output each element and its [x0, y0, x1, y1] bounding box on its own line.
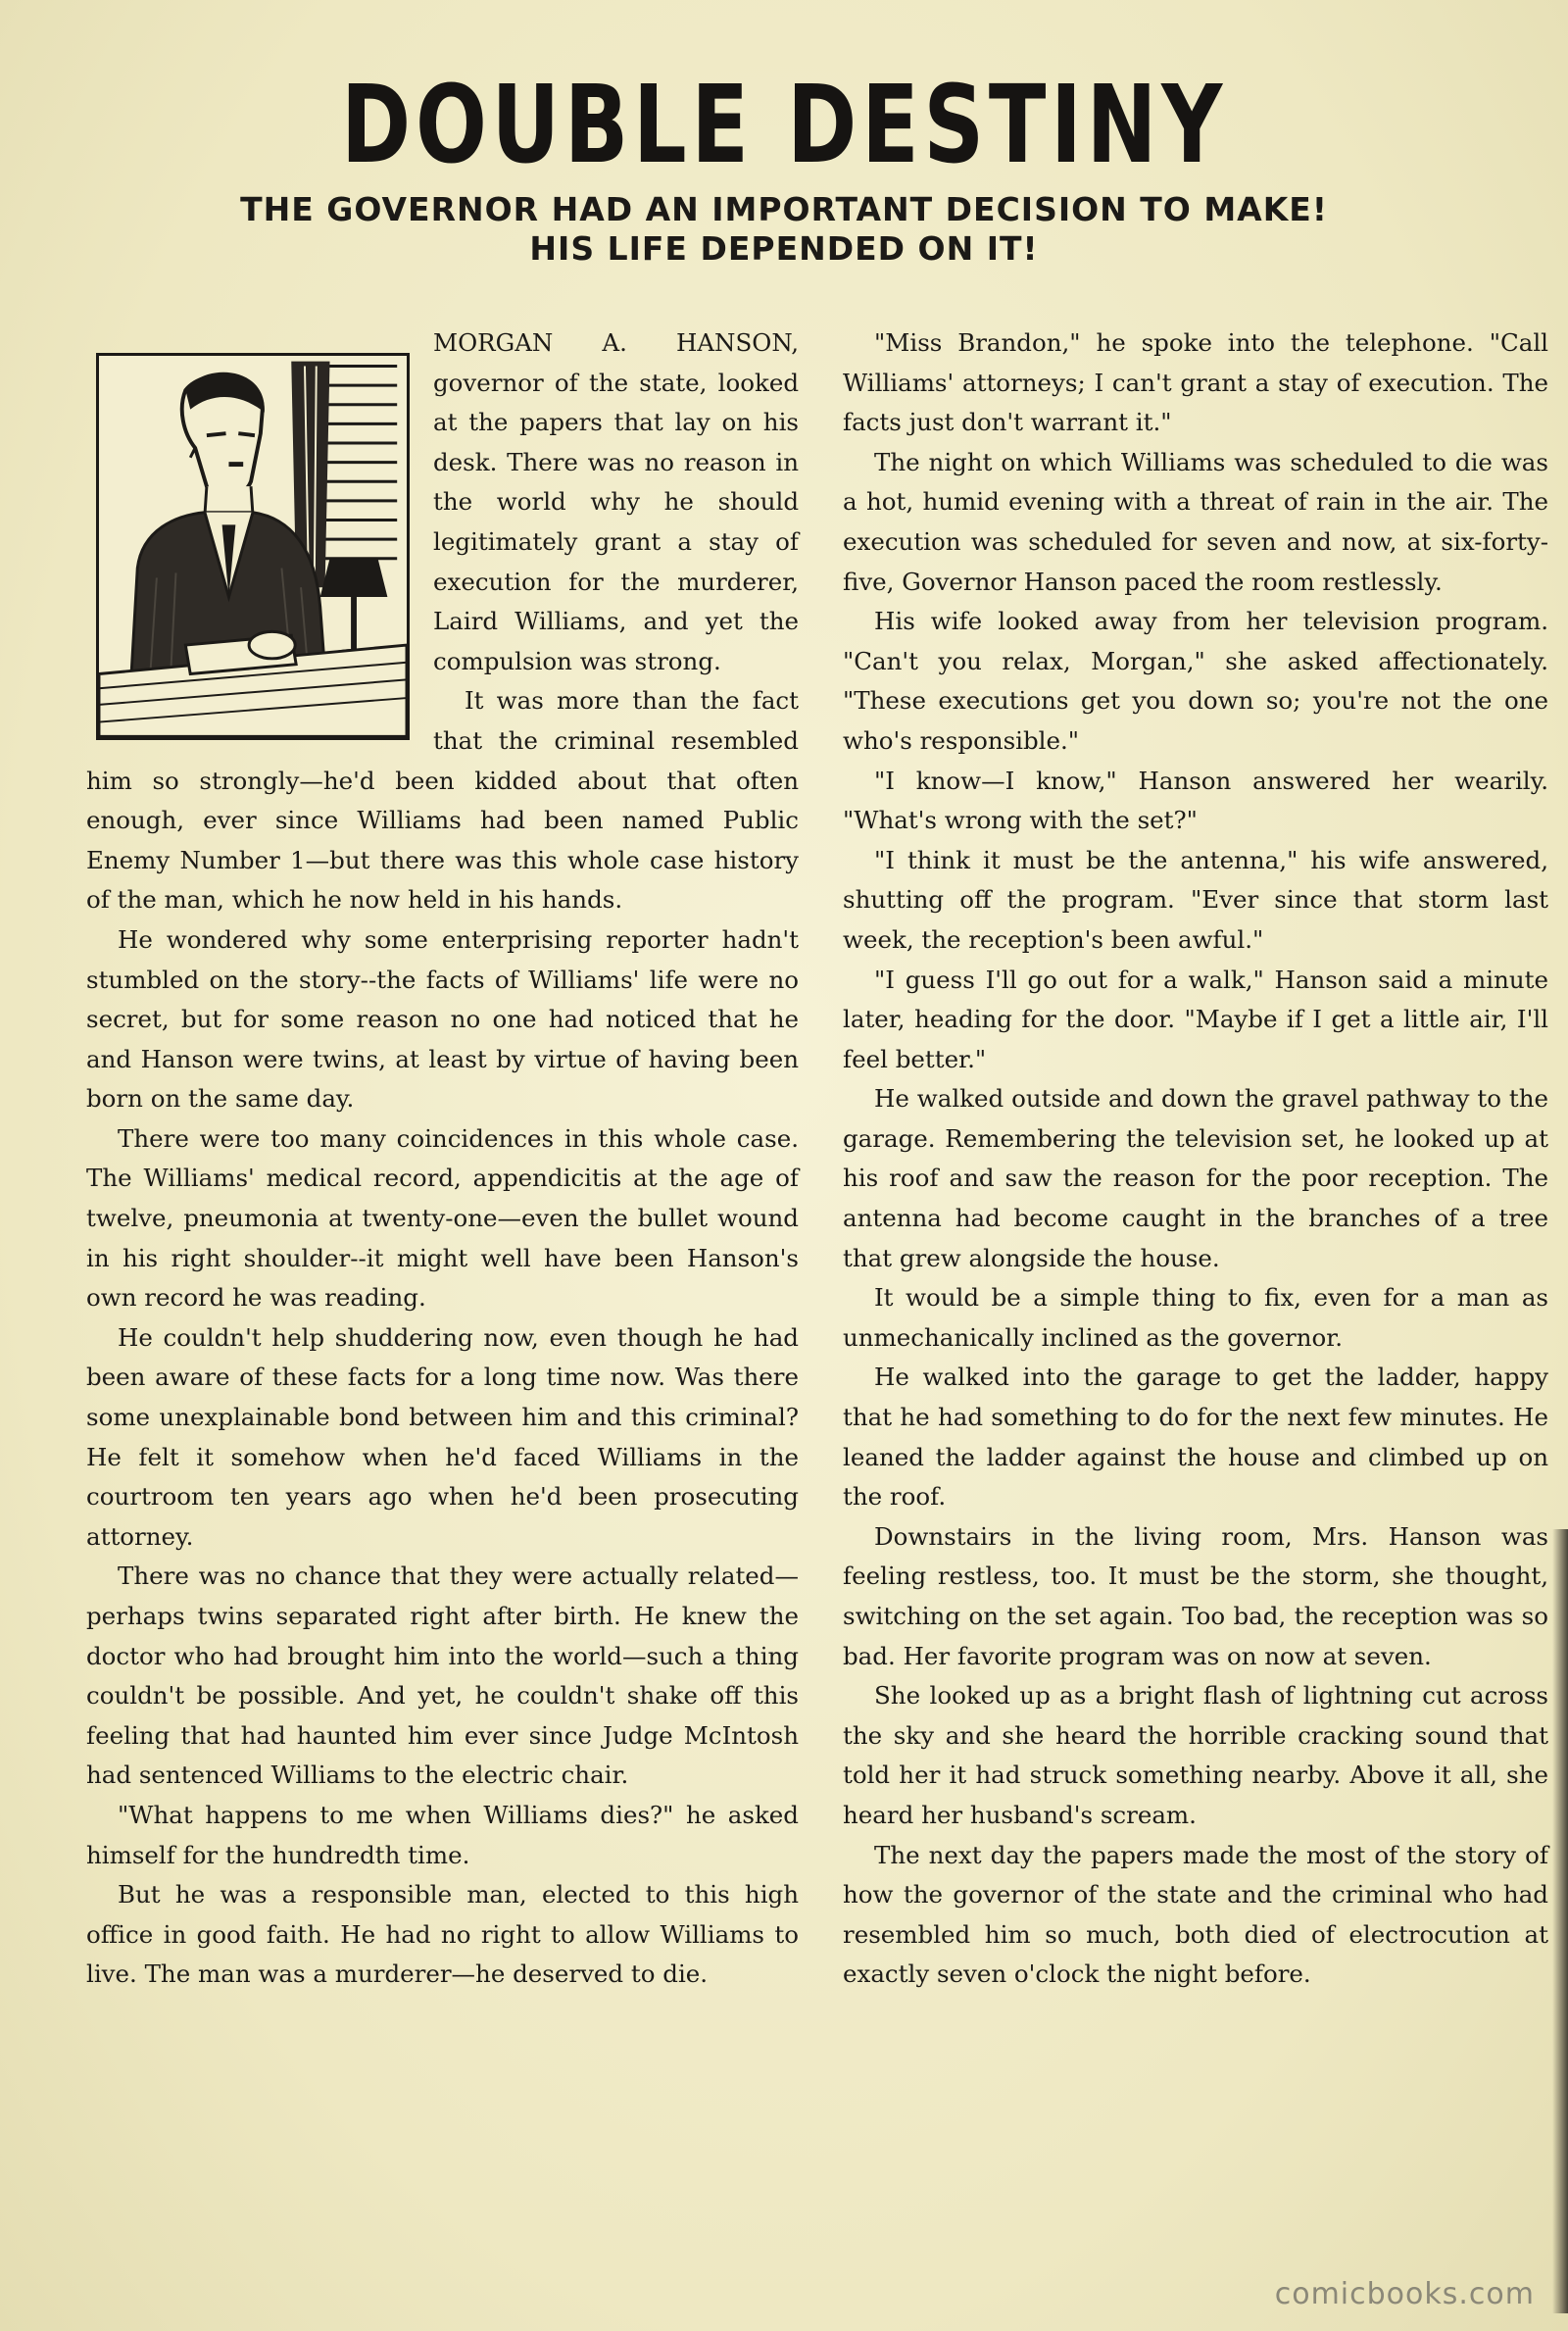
story-paragraph: There was no chance that they were actually related—perhaps twins separated right after birth. He knew the doctor who had brought him into the world—such a thing couldn't be possible. And yet, he couldn't shake off this feeling that had haunted him ever since Judge McIntosh had sentenced Williams to the electric chair.: [86, 1562, 799, 1790]
page-binding-shadow: [1552, 1529, 1568, 2313]
story-paragraph: It would be a simple thing to fix, even for a man as unmechanically inclined as the governor.: [843, 1283, 1548, 1352]
story-paragraph: "I know—I know," Hanson answered her wearily. "What's wrong with the set?": [843, 766, 1548, 835]
story-paragraph: MORGAN A. HANSON, governor of the state, looked at the papers that lay on his desk. There was no reason in the world why he should legitimately grant a stay of execution for the murderer, Laird Williams, and yet the compulsion was strong.: [433, 328, 799, 675]
text-column-left: [86, 323, 799, 1995]
story-paragraph: "I guess I'll go out for a walk," Hanson said a minute later, heading for the door. "Maybe if I get a little air, I'll feel better.": [843, 965, 1548, 1073]
story-subtitle-line-2: HIS LIFE DEPENDED ON IT!: [529, 229, 1039, 268]
story-paragraph: "I think it must be the antenna," his wife answered, shutting off the program. "Ever since that storm last week, the reception's been awful.": [843, 845, 1548, 954]
watermark: comicbooks.com: [1274, 2277, 1535, 2311]
story-title: DOUBLE DESTINY: [341, 62, 1227, 187]
story-subtitle-line-1: THE GOVERNOR HAD AN IMPORTANT DECISION TO MAKE!: [240, 190, 1328, 228]
story-paragraph: His wife looked away from her television program. "Can't you relax, Morgan," she asked affectionately. "These executions get you down so; you're not the one who's responsible.": [843, 607, 1548, 755]
story-paragraph: There were too many coincidences in this whole case. The Williams' medical record, appendicitis at the age of twelve, pneumonia at twenty-one—even the bullet wound in his right shoulder--it might well have been Hanson's own record he was reading.: [86, 1123, 799, 1313]
story-paragraph: He couldn't help shuddering now, even though he had been aware of these facts for a long time now. Was there some unexplainable bond between him and this criminal? He felt it somehow when he'd faced Williams in the courtroom ten years ago when he'd been prosecuting attorney.: [86, 1322, 799, 1551]
text-column-right: [843, 323, 1548, 1995]
story-paragraph: He walked outside and down the gravel pathway to the garage. Remembering the television set, he looked up at his roof and saw the reason for the poor reception. The antenna had become caught in the branches of a tree that grew alongside the house.: [843, 1084, 1548, 1272]
story-paragraph: It was more than the fact that the criminal resembled him so strongly—he'd been kidded about that often enough, ever since Williams had been named Public Enemy Number 1—but there was this whole case history of the man, which he now held in his hands.: [86, 686, 799, 915]
story-paragraph: "What happens to me when Williams dies?" he asked himself for the hundredth time.: [86, 1800, 799, 1869]
story-paragraph: "Miss Brandon," he spoke into the telephone. "Call Williams' attorneys; I can't grant a stay of execution. The facts just don't warrant it.": [843, 328, 1548, 437]
story-paragraph: She looked up as a bright flash of lightning cut across the sky and she heard the horrible cracking sound that told her it had struck something nearby. Above it all, she heard her husband's scream.: [843, 1681, 1548, 1829]
story-paragraph: Downstairs in the living room, Mrs. Hanson was feeling restless, too. It must be the storm, she thought, switching on the set again. Too bad, the reception was so bad. Her favorite program was on now at seven.: [843, 1521, 1548, 1670]
story-paragraph: The night on which Williams was scheduled to die was a hot, humid evening with a threat of rain in the air. The execution was scheduled for seven and now, at six-forty-five, Governor Hanson paced the room restlessly.: [843, 447, 1548, 596]
story-paragraph: The next day the papers made the most of the story of how the governor of the state and the criminal who had resembled him so much, both died of electrocution at exactly seven o'clock the night before.: [843, 1840, 1548, 1989]
story-paragraph: But he was a responsible man, elected to this high office in good faith. He had no right to allow Williams to live. The man was a murderer—he deserved to die.: [86, 1880, 799, 1989]
story-paragraph: He walked into the garage to get the ladder, happy that he had something to do for the next few minutes. He leaned the ladder against the house and climbed up on the roof.: [843, 1363, 1548, 1512]
story-paragraph: He wondered why some enterprising reporter hadn't stumbled on the story--the facts of Williams' life were no secret, but for some reason no one had noticed that he and Hanson were twins, at least by virtue of having been born on the same day.: [86, 924, 799, 1114]
governor-at-desk-illustration: [96, 353, 410, 740]
